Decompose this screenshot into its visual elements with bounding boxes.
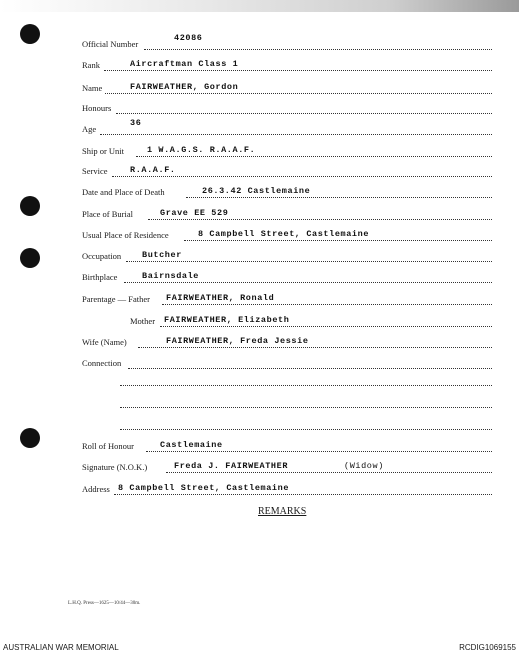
field-wife: Wife (Name) FAIRWEATHER, Freda Jessie xyxy=(82,337,492,351)
field-usual-residence: Usual Place of Residence 8 Campbell Street, Castlemaine xyxy=(82,230,492,244)
roll-of-honour-value: Castlemaine xyxy=(160,440,223,450)
usual-residence-value: 8 Campbell Street, Castlemaine xyxy=(198,229,370,239)
field-roll-of-honour: Roll of Honour Castlemaine xyxy=(82,441,492,455)
service-value: R.A.A.F. xyxy=(130,165,176,175)
field-rank: Rank Aircraftman Class 1 xyxy=(82,60,492,74)
field-age: Age 36 xyxy=(82,124,492,138)
field-name: Name FAIRWEATHER, Gordon xyxy=(82,83,492,97)
field-honours: Honours xyxy=(82,103,492,117)
connection-line xyxy=(120,384,492,386)
age-value: 36 xyxy=(130,118,142,128)
mother-value: FAIRWEATHER, Elizabeth xyxy=(164,315,290,325)
address-value: 8 Campbell Street, Castlemaine xyxy=(118,483,290,493)
rank-value: Aircraftman Class 1 xyxy=(130,59,239,69)
occupation-value: Butcher xyxy=(142,250,182,260)
field-birthplace: Birthplace Bairnsdale xyxy=(82,272,492,286)
date-place-death-value: 26.3.42 Castlemaine xyxy=(202,186,311,196)
field-official-number: Official Number 42086 xyxy=(82,39,492,53)
field-date-place-death: Date and Place of Death 26.3.42 Castlemaine xyxy=(82,187,492,201)
field-address: Address 8 Campbell Street, Castlemaine xyxy=(82,484,492,498)
connection-line xyxy=(120,428,492,430)
connection-line xyxy=(120,406,492,408)
field-mother: Mother FAIRWEATHER, Elizabeth xyxy=(82,316,492,330)
signature-relationship: (Widow) xyxy=(344,461,384,471)
place-of-burial-value: Grave EE 529 xyxy=(160,208,229,218)
signature-value: Freda J. FAIRWEATHER xyxy=(174,461,289,471)
binder-hole xyxy=(20,428,40,448)
field-father: Parentage — Father FAIRWEATHER, Ronald xyxy=(82,294,492,308)
field-connection: Connection xyxy=(82,358,492,372)
binder-hole xyxy=(20,24,40,44)
ship-or-unit-value: 1 W.A.G.S. R.A.A.F. xyxy=(147,145,256,155)
field-signature: Signature (N.O.K.) Freda J. FAIRWEATHER (Widow) xyxy=(82,462,492,476)
record-id: RCDIG1069155 xyxy=(459,643,516,652)
binder-hole xyxy=(20,248,40,268)
scan-top-edge xyxy=(0,0,519,12)
remarks-heading: REMARKS xyxy=(258,506,307,517)
wife-value: FAIRWEATHER, Freda Jessie xyxy=(166,336,309,346)
official-number-value: 42086 xyxy=(174,33,203,43)
archive-footer xyxy=(0,641,519,654)
archive-name: AUSTRALIAN WAR MEMORIAL xyxy=(3,643,119,652)
printer-imprint: L.H.Q. Press—1625—10/44—30m. xyxy=(68,601,141,606)
field-occupation: Occupation Butcher xyxy=(82,251,492,265)
field-service: Service R.A.A.F. xyxy=(82,166,492,180)
field-place-of-burial: Place of Burial Grave EE 529 xyxy=(82,209,492,223)
binder-hole xyxy=(20,196,40,216)
field-ship-or-unit: Ship or Unit 1 W.A.G.S. R.A.A.F. xyxy=(82,146,492,160)
birthplace-value: Bairnsdale xyxy=(142,271,200,281)
father-value: FAIRWEATHER, Ronald xyxy=(166,293,275,303)
name-value: FAIRWEATHER, Gordon xyxy=(130,82,239,92)
